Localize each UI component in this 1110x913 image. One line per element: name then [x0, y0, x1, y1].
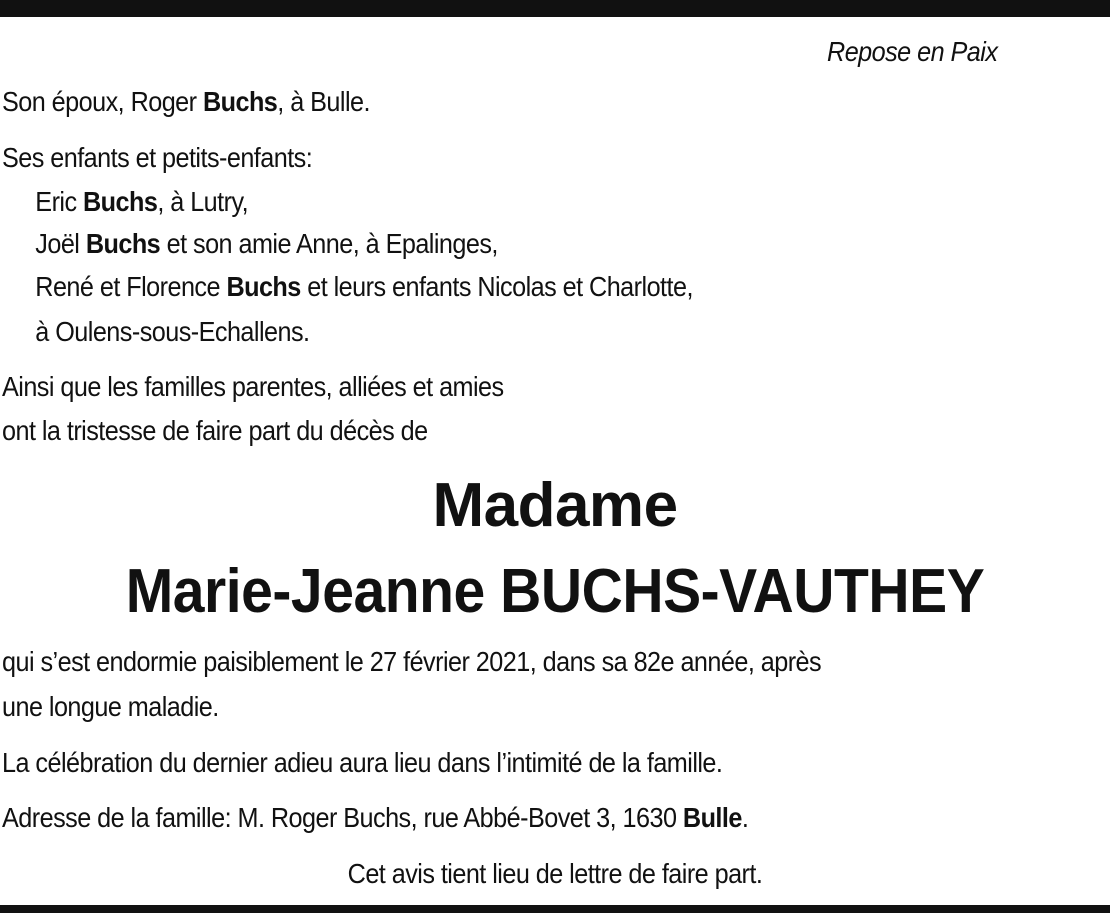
- top-border: [0, 0, 1110, 17]
- address-line: [2, 796, 748, 840]
- ceremony-line: La célébration du dernier adieu aura lieu dans l’intimité de la famille.: [2, 747, 723, 778]
- spouse-text: Son époux, Roger: [2, 86, 203, 117]
- child-surname: Buchs: [226, 271, 301, 302]
- child-text: René et Florence: [35, 271, 227, 302]
- deceased-name: Marie-Jeanne BUCHS-VAUTHEY: [125, 557, 985, 626]
- families-line: Ainsi que les familles parentes, alliées et amies: [2, 371, 504, 402]
- child-text: à Oulens-sous-Echallens.: [35, 316, 310, 347]
- child-line: [35, 222, 498, 266]
- children-intro: Ses enfants et petits-enfants:: [2, 142, 313, 173]
- child-surname: Buchs: [83, 186, 158, 217]
- child-line: [35, 310, 309, 354]
- bottom-border: [0, 905, 1110, 913]
- spouse-surname: Buchs: [202, 86, 278, 117]
- address-town: Bulle: [682, 802, 742, 833]
- closing-line: Cet avis tient lieu de lettre de faire part.: [347, 858, 763, 889]
- child-surname: Buchs: [85, 228, 161, 259]
- spouse-place: , à Bulle.: [277, 86, 370, 117]
- child-place: et son amie Anne, à Epalinges,: [160, 228, 498, 259]
- epigraph: Repose en Paix: [827, 36, 998, 67]
- child-line: [35, 180, 248, 224]
- child-text: Eric: [35, 186, 84, 217]
- child-place: et leurs enfants Nicolas et Charlotte,: [300, 271, 693, 302]
- child-text: Joël: [35, 228, 86, 259]
- spouse-line: [2, 80, 370, 124]
- death-details-line: une longue maladie.: [2, 691, 219, 722]
- address-text: Adresse de la famille: M. Roger Buchs, rue Abbé-Bovet 3, 1630: [2, 802, 683, 833]
- deceased-salutation: Madame: [432, 471, 678, 540]
- families-line: ont la tristesse de faire part du décès de: [2, 415, 428, 446]
- death-details-line: qui s’est endormie paisiblement le 27 février 2021, dans sa 82e année, après: [2, 646, 822, 677]
- child-place: , à Lutry,: [157, 186, 249, 217]
- address-end: .: [741, 802, 749, 833]
- child-line: [35, 265, 693, 309]
